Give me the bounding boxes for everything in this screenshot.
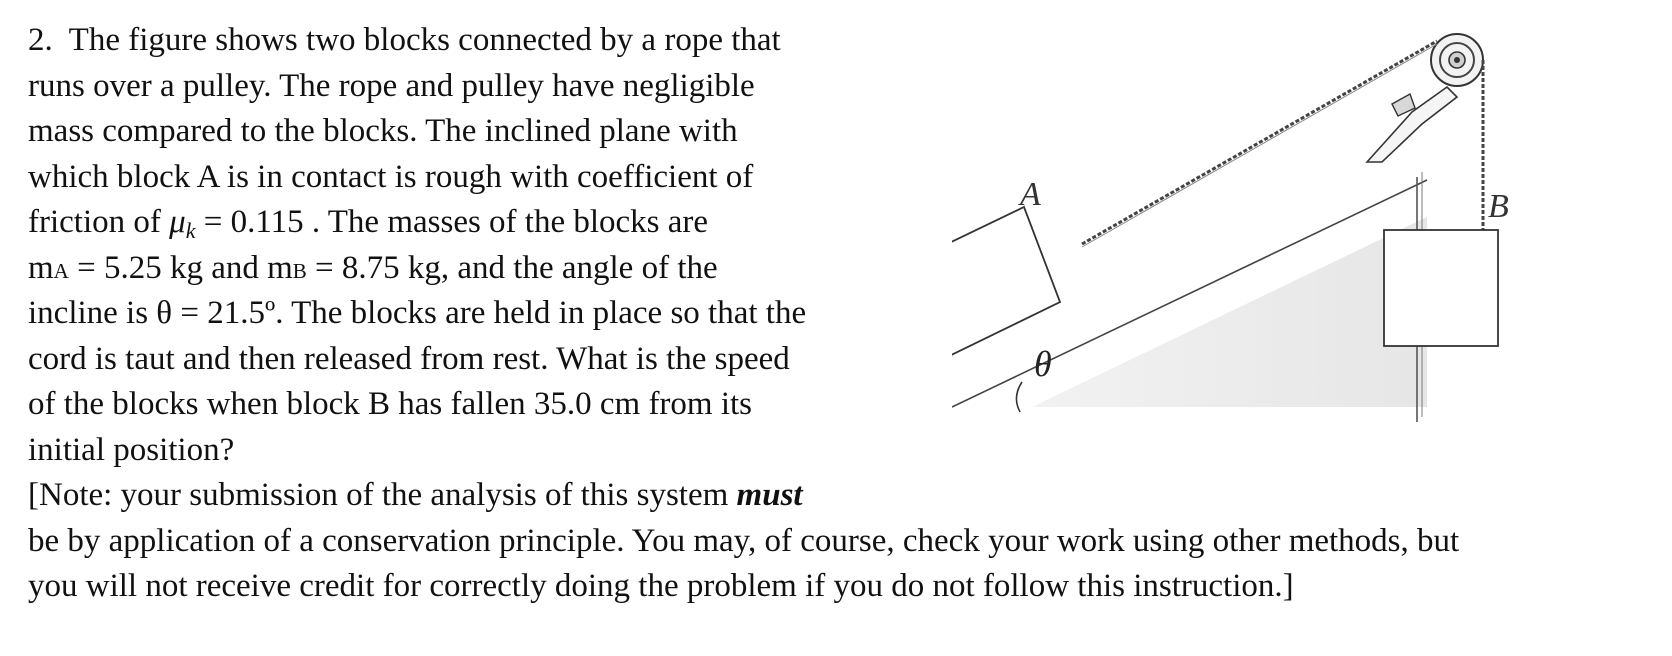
problem-line-13: you will not receive credit for correctly doing the problem if you do not follow this instruction.]: [28, 568, 1294, 604]
problem-line-9: of the blocks when block B has fallen 35.0 cm from its: [28, 386, 753, 422]
problem-line-7: incline is θ = 21.5º. The blocks are held in place so that the: [28, 295, 807, 331]
line-text: [Note: your submission of the analysis of this system: [28, 477, 737, 513]
emphasis-must: must: [736, 477, 803, 513]
problem-line-4: which block A is in contact is rough with coefficient of: [28, 158, 754, 195]
theta-arc: [1016, 382, 1022, 412]
line-text: The figure shows two blocks connected by a rope that: [68, 22, 781, 58]
block-a: [952, 207, 1060, 362]
line-text: friction of: [28, 204, 170, 240]
problem-number: 2.: [28, 22, 53, 58]
problem-line-11: [28, 473, 1648, 519]
incline-wedge-shading: [1032, 217, 1427, 407]
problem-line-3: mass compared to the blocks. The inclined plane with: [28, 113, 738, 149]
mu-symbol: μ: [169, 204, 186, 240]
line-text: = 5.25 kg and m: [68, 249, 293, 286]
label-block-a: A: [1020, 176, 1041, 213]
pulley: [1431, 34, 1483, 86]
problem-line-12: be by application of a conservation principle. You may, of course, check your work using other methods, but: [28, 522, 1460, 559]
problem-line-8: cord is taut and then released from rest. What is the speed: [28, 340, 790, 377]
line-text: = 0.115 . The masses of the blocks are: [195, 204, 709, 240]
block-b: [1384, 230, 1498, 346]
line-text: = 8.75 kg, and the angle of the: [306, 249, 718, 286]
label-theta: θ: [1034, 344, 1052, 384]
mu-subscript: k: [185, 218, 196, 243]
mass-a-symbol: m: [28, 249, 54, 286]
mass-a-subscript: A: [53, 258, 69, 283]
label-block-b: B: [1488, 188, 1509, 225]
problem-line-10: initial position?: [28, 431, 235, 468]
mass-b-subscript: B: [292, 258, 307, 283]
problem-line-2: runs over a pulley. The rope and pulley have negligible: [28, 67, 755, 104]
incline-pulley-figure: [952, 12, 1642, 432]
